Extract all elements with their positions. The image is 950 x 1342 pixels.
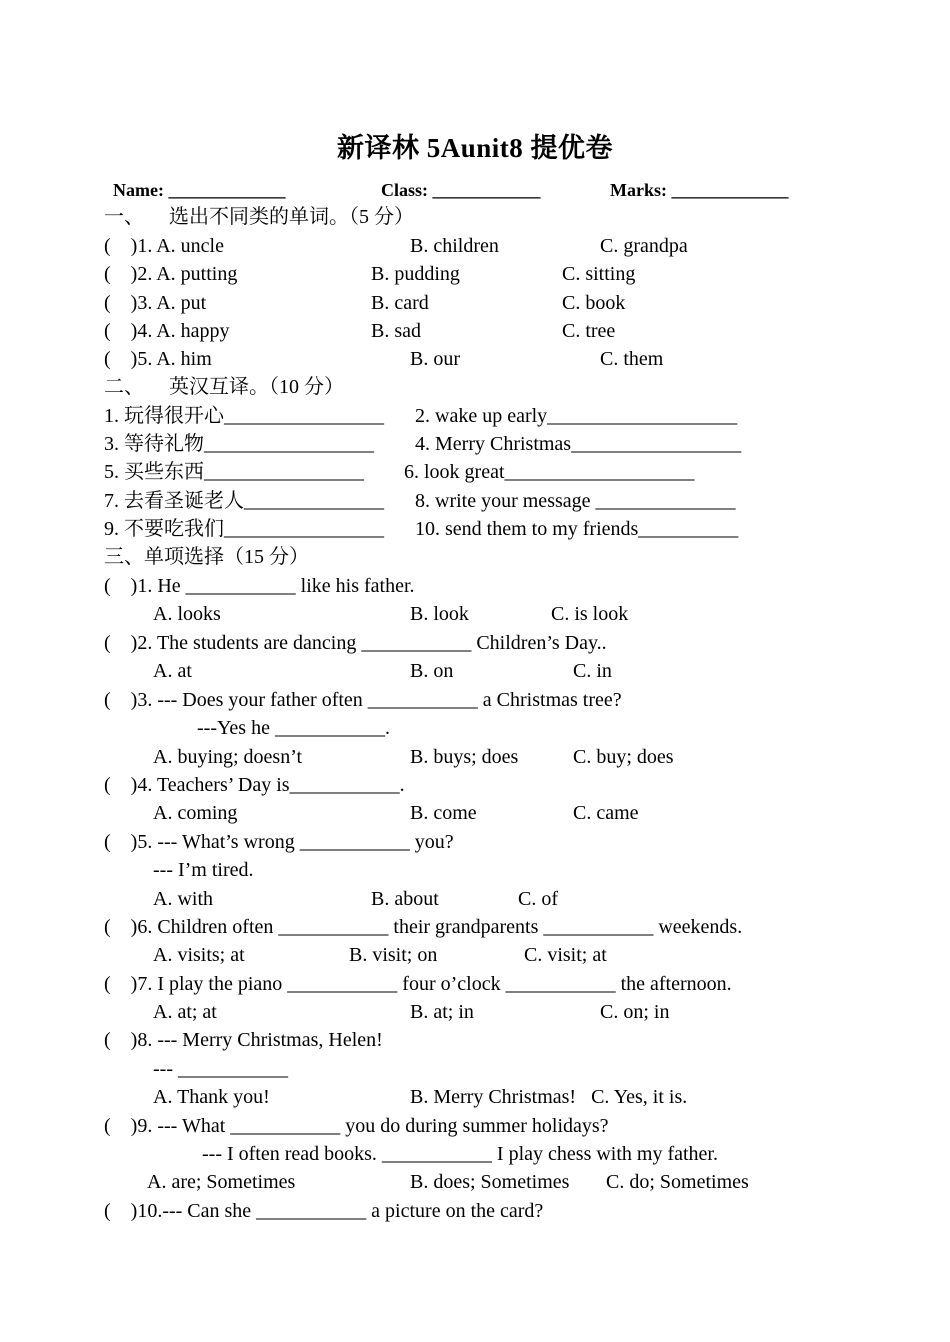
s3-q1-option-c: C. is look [551,603,629,625]
s2-item-6: 6. look great___________________ [404,461,695,483]
s2-item-3: 3. 等待礼物_________________ [104,433,374,455]
s3-q4-option-a: A. coming [153,802,238,824]
s1-q4-option-b: B. sad [371,320,421,342]
class-field: Class: ____________ [381,180,541,200]
s3-q2-question: ( )2. The students are dancing ___________ Children’s Day.. [104,632,607,654]
s3-q9-option-a: A. are; Sometimes [147,1171,296,1193]
s1-q3-option-c: C. book [562,292,626,314]
s1-q1-option-c: C. grandpa [600,235,688,257]
s3-q9-option-b: B. does; Sometimes [410,1171,570,1193]
s3-q2-option-c: C. in [573,660,612,682]
s3-q4-question: ( )4. Teachers’ Day is___________. [104,774,405,796]
s3-q9-option-c: C. do; Sometimes [606,1171,749,1193]
s3-q3-option-b: B. buys; does [410,746,519,768]
page-title: 新译林 5Aunit8 提优卷 [336,133,614,163]
s3-q6-option-a: A. visits; at [153,944,245,966]
s3-q3-option-c: C. buy; does [573,746,674,768]
s3-q2-option-b: B. on [410,660,454,682]
s2-item-9: 9. 不要吃我们________________ [104,518,384,540]
s3-q10-question: ( )10.--- Can she ___________ a picture on the card? [104,1200,544,1222]
name-field: Name: _____________ [113,180,286,200]
s3-q6-option-c: C. visit; at [524,944,607,966]
section1-heading: 一、 选出不同类的单词。（5 分） [104,206,414,228]
s1-q3-option-a: ( )3. A. put [104,292,207,314]
s3-q7-question: ( )7. I play the piano ___________ four o’clock ___________ the afternoon. [104,973,732,995]
s3-q6-option-b: B. visit; on [349,944,438,966]
s3-q8-question: ( )8. --- Merry Christmas, Helen! [104,1029,383,1051]
s3-q9-question: ( )9. --- What ___________ you do during summer holidays? [104,1115,609,1137]
s2-item-7: 7. 去看圣诞老人______________ [104,490,384,512]
s2-item-5: 5. 买些东西________________ [104,461,364,483]
s2-item-8: 8. write your message ______________ [415,490,736,512]
s3-q4-option-c: C. came [573,802,639,824]
s3-q8-option-bc: B. Merry Christmas! C. Yes, it is. [410,1086,688,1108]
s3-q5-option-c: C. of [518,888,558,910]
s2-item-10: 10. send them to my friends__________ [415,518,739,540]
s3-q6-question: ( )6. Children often ___________ their grandparents ___________ weekends. [104,916,743,938]
s3-q9-answer-line: --- I often read books. ___________ I play chess with my father. [202,1143,718,1165]
s3-q5-question: ( )5. --- What’s wrong ___________ you? [104,831,454,853]
s3-q3-answer-line: ---Yes he ___________. [197,717,390,739]
s3-q5-option-a: A. with [153,888,213,910]
s3-q1-option-a: A. looks [153,603,221,625]
s1-q4-option-a: ( )4. A. happy [104,320,230,342]
s3-q2-option-a: A. at [153,660,192,682]
s3-q5-answer-line: --- I’m tired. [153,859,254,881]
section2-heading: 二、 英汉互译。（10 分） [104,376,344,398]
s3-q8-option-a: A. Thank you! [153,1086,270,1108]
s1-q3-option-b: B. card [371,292,429,314]
s3-q7-option-a: A. at; at [153,1001,217,1023]
s3-q7-option-b: B. at; in [410,1001,474,1023]
s2-item-1: 1. 玩得很开心________________ [104,405,384,427]
s2-item-4: 4. Merry Christmas_________________ [415,433,742,455]
s1-q4-option-c: C. tree [562,320,616,342]
s1-q1-option-b: B. children [410,235,499,257]
s3-q3-option-a: A. buying; doesn’t [153,746,303,768]
s1-q5-option-b: B. our [410,348,460,370]
s3-q4-option-b: B. come [410,802,477,824]
s2-item-2: 2. wake up early___________________ [415,405,738,427]
s3-q7-option-c: C. on; in [600,1001,670,1023]
s3-q3-question: ( )3. --- Does your father often ___________ a Christmas tree? [104,689,622,711]
s3-q8-answer-line: --- ___________ [153,1058,288,1080]
s1-q2-option-b: B. pudding [371,263,460,285]
s3-q1-option-b: B. look [410,603,469,625]
marks-field: Marks: _____________ [610,180,789,200]
s3-q1-question: ( )1. He ___________ like his father. [104,575,415,597]
s1-q1-option-a: ( )1. A. uncle [104,235,224,257]
section3-heading: 三、单项选择（15 分） [104,546,309,568]
s1-q5-option-c: C. them [600,348,664,370]
s3-q5-option-b: B. about [371,888,439,910]
s1-q2-option-c: C. sitting [562,263,636,285]
s1-q5-option-a: ( )5. A. him [104,348,212,370]
s1-q2-option-a: ( )2. A. putting [104,263,238,285]
